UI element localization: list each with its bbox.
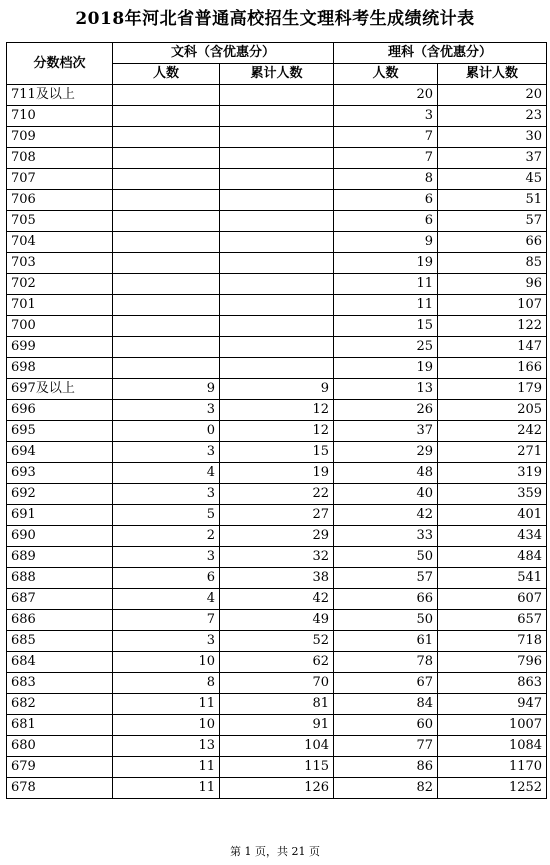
science-count-cell: 13 bbox=[334, 379, 438, 400]
table-row bbox=[7, 127, 547, 148]
score-band-cell: 711及以上 bbox=[7, 85, 113, 106]
score-band-cell: 683 bbox=[7, 673, 113, 694]
score-band-cell: 678 bbox=[7, 778, 113, 799]
table-row bbox=[7, 337, 547, 358]
score-band-cell: 694 bbox=[7, 442, 113, 463]
score-band-cell: 695 bbox=[7, 421, 113, 442]
science-count-cell: 26 bbox=[334, 400, 438, 421]
score-band-cell: 700 bbox=[7, 316, 113, 337]
science-count-cell: 25 bbox=[334, 337, 438, 358]
science-count-cell: 50 bbox=[334, 610, 438, 631]
science-cumulative-cell: 242 bbox=[438, 421, 547, 442]
science-cumulative-cell: 434 bbox=[438, 526, 547, 547]
table-row bbox=[7, 631, 547, 652]
arts-cumulative-cell bbox=[220, 190, 334, 211]
table-row bbox=[7, 694, 547, 715]
score-band-cell: 692 bbox=[7, 484, 113, 505]
science-count-cell: 86 bbox=[334, 757, 438, 778]
science-count-cell: 20 bbox=[334, 85, 438, 106]
science-cumulative-cell: 23 bbox=[438, 106, 547, 127]
score-band-cell: 703 bbox=[7, 253, 113, 274]
header-arts: 文科（含优惠分） bbox=[113, 43, 334, 64]
science-cumulative-cell: 1170 bbox=[438, 757, 547, 778]
science-count-cell: 82 bbox=[334, 778, 438, 799]
arts-count-cell: 2 bbox=[113, 526, 220, 547]
arts-count-cell: 5 bbox=[113, 505, 220, 526]
table-row bbox=[7, 757, 547, 778]
table-row bbox=[7, 400, 547, 421]
score-band-cell: 699 bbox=[7, 337, 113, 358]
score-band-cell: 689 bbox=[7, 547, 113, 568]
science-count-cell: 48 bbox=[334, 463, 438, 484]
table-row bbox=[7, 85, 547, 106]
arts-count-cell: 4 bbox=[113, 589, 220, 610]
arts-count-cell: 11 bbox=[113, 694, 220, 715]
science-count-cell: 67 bbox=[334, 673, 438, 694]
arts-cumulative-cell: 49 bbox=[220, 610, 334, 631]
arts-count-cell bbox=[113, 190, 220, 211]
table-row bbox=[7, 421, 547, 442]
science-cumulative-cell: 45 bbox=[438, 169, 547, 190]
table-row bbox=[7, 169, 547, 190]
science-cumulative-cell: 147 bbox=[438, 337, 547, 358]
science-count-cell: 42 bbox=[334, 505, 438, 526]
arts-cumulative-cell: 22 bbox=[220, 484, 334, 505]
science-cumulative-cell: 51 bbox=[438, 190, 547, 211]
score-band-cell: 688 bbox=[7, 568, 113, 589]
arts-cumulative-cell: 126 bbox=[220, 778, 334, 799]
arts-count-cell: 3 bbox=[113, 631, 220, 652]
table-row bbox=[7, 505, 547, 526]
score-band-cell: 687 bbox=[7, 589, 113, 610]
arts-count-cell bbox=[113, 169, 220, 190]
arts-cumulative-cell bbox=[220, 253, 334, 274]
score-band-cell: 690 bbox=[7, 526, 113, 547]
score-band-cell: 705 bbox=[7, 211, 113, 232]
science-cumulative-cell: 1252 bbox=[438, 778, 547, 799]
score-band-cell: 708 bbox=[7, 148, 113, 169]
arts-cumulative-cell: 91 bbox=[220, 715, 334, 736]
science-cumulative-cell: 947 bbox=[438, 694, 547, 715]
header-arts-cumulative: 累计人数 bbox=[220, 64, 334, 85]
arts-cumulative-cell: 12 bbox=[220, 421, 334, 442]
arts-count-cell bbox=[113, 211, 220, 232]
science-cumulative-cell: 607 bbox=[438, 589, 547, 610]
arts-cumulative-cell bbox=[220, 211, 334, 232]
science-cumulative-cell: 179 bbox=[438, 379, 547, 400]
table-row bbox=[7, 316, 547, 337]
arts-cumulative-cell bbox=[220, 148, 334, 169]
science-count-cell: 11 bbox=[334, 274, 438, 295]
table-row bbox=[7, 610, 547, 631]
arts-count-cell: 6 bbox=[113, 568, 220, 589]
science-cumulative-cell: 359 bbox=[438, 484, 547, 505]
arts-count-cell: 8 bbox=[113, 673, 220, 694]
arts-count-cell bbox=[113, 85, 220, 106]
score-band-cell: 679 bbox=[7, 757, 113, 778]
arts-count-cell bbox=[113, 295, 220, 316]
science-cumulative-cell: 57 bbox=[438, 211, 547, 232]
science-count-cell: 77 bbox=[334, 736, 438, 757]
table-row bbox=[7, 232, 547, 253]
score-band-cell: 706 bbox=[7, 190, 113, 211]
arts-cumulative-cell: 32 bbox=[220, 547, 334, 568]
arts-cumulative-cell bbox=[220, 316, 334, 337]
arts-count-cell: 10 bbox=[113, 652, 220, 673]
table-row bbox=[7, 190, 547, 211]
table-row bbox=[7, 379, 547, 400]
science-count-cell: 19 bbox=[334, 358, 438, 379]
arts-count-cell: 11 bbox=[113, 757, 220, 778]
arts-cumulative-cell bbox=[220, 358, 334, 379]
score-band-cell: 704 bbox=[7, 232, 113, 253]
science-count-cell: 60 bbox=[334, 715, 438, 736]
score-band-cell: 693 bbox=[7, 463, 113, 484]
science-count-cell: 37 bbox=[334, 421, 438, 442]
score-band-cell: 701 bbox=[7, 295, 113, 316]
arts-count-cell bbox=[113, 274, 220, 295]
table-row bbox=[7, 673, 547, 694]
header-science-count: 人数 bbox=[334, 64, 438, 85]
table-row bbox=[7, 463, 547, 484]
arts-count-cell bbox=[113, 148, 220, 169]
science-cumulative-cell: 401 bbox=[438, 505, 547, 526]
arts-count-cell: 7 bbox=[113, 610, 220, 631]
arts-cumulative-cell: 104 bbox=[220, 736, 334, 757]
table-row bbox=[7, 106, 547, 127]
score-band-cell: 707 bbox=[7, 169, 113, 190]
score-band-cell: 680 bbox=[7, 736, 113, 757]
science-cumulative-cell: 718 bbox=[438, 631, 547, 652]
arts-count-cell: 11 bbox=[113, 778, 220, 799]
science-count-cell: 11 bbox=[334, 295, 438, 316]
science-cumulative-cell: 30 bbox=[438, 127, 547, 148]
table-row bbox=[7, 274, 547, 295]
table-row bbox=[7, 778, 547, 799]
science-cumulative-cell: 541 bbox=[438, 568, 547, 589]
science-cumulative-cell: 66 bbox=[438, 232, 547, 253]
science-count-cell: 78 bbox=[334, 652, 438, 673]
science-count-cell: 40 bbox=[334, 484, 438, 505]
science-count-cell: 57 bbox=[334, 568, 438, 589]
science-count-cell: 9 bbox=[334, 232, 438, 253]
score-band-cell: 698 bbox=[7, 358, 113, 379]
arts-cumulative-cell: 115 bbox=[220, 757, 334, 778]
arts-cumulative-cell: 9 bbox=[220, 379, 334, 400]
science-cumulative-cell: 863 bbox=[438, 673, 547, 694]
arts-cumulative-cell bbox=[220, 169, 334, 190]
science-count-cell: 7 bbox=[334, 148, 438, 169]
table-row bbox=[7, 547, 547, 568]
table-row bbox=[7, 295, 547, 316]
table-row bbox=[7, 211, 547, 232]
arts-cumulative-cell bbox=[220, 127, 334, 148]
arts-cumulative-cell: 29 bbox=[220, 526, 334, 547]
page-title: 2018年河北省普通高校招生文理科考生成绩统计表 bbox=[75, 9, 475, 29]
science-count-cell: 6 bbox=[334, 211, 438, 232]
header-science: 理科（含优惠分） bbox=[334, 43, 547, 64]
science-cumulative-cell: 96 bbox=[438, 274, 547, 295]
arts-count-cell: 3 bbox=[113, 547, 220, 568]
score-band-cell: 709 bbox=[7, 127, 113, 148]
arts-count-cell bbox=[113, 337, 220, 358]
arts-cumulative-cell bbox=[220, 295, 334, 316]
arts-count-cell: 4 bbox=[113, 463, 220, 484]
arts-count-cell: 13 bbox=[113, 736, 220, 757]
science-count-cell: 7 bbox=[334, 127, 438, 148]
score-band-cell: 685 bbox=[7, 631, 113, 652]
science-count-cell: 84 bbox=[334, 694, 438, 715]
science-cumulative-cell: 657 bbox=[438, 610, 547, 631]
science-cumulative-cell: 37 bbox=[438, 148, 547, 169]
arts-cumulative-cell: 12 bbox=[220, 400, 334, 421]
table-row bbox=[7, 715, 547, 736]
score-band-cell: 682 bbox=[7, 694, 113, 715]
science-count-cell: 50 bbox=[334, 547, 438, 568]
header-arts-count: 人数 bbox=[113, 64, 220, 85]
science-cumulative-cell: 796 bbox=[438, 652, 547, 673]
science-cumulative-cell: 205 bbox=[438, 400, 547, 421]
science-count-cell: 15 bbox=[334, 316, 438, 337]
science-count-cell: 6 bbox=[334, 190, 438, 211]
table-row bbox=[7, 253, 547, 274]
table-row bbox=[7, 652, 547, 673]
table-row bbox=[7, 568, 547, 589]
table-row bbox=[7, 442, 547, 463]
science-cumulative-cell: 107 bbox=[438, 295, 547, 316]
arts-count-cell: 10 bbox=[113, 715, 220, 736]
arts-cumulative-cell: 15 bbox=[220, 442, 334, 463]
arts-cumulative-cell bbox=[220, 106, 334, 127]
arts-cumulative-cell: 70 bbox=[220, 673, 334, 694]
science-cumulative-cell: 319 bbox=[438, 463, 547, 484]
score-band-cell: 697及以上 bbox=[7, 379, 113, 400]
table-row bbox=[7, 526, 547, 547]
score-table-body bbox=[7, 85, 547, 799]
arts-cumulative-cell: 62 bbox=[220, 652, 334, 673]
science-count-cell: 8 bbox=[334, 169, 438, 190]
science-cumulative-cell: 85 bbox=[438, 253, 547, 274]
arts-count-cell bbox=[113, 316, 220, 337]
score-table bbox=[6, 42, 547, 799]
arts-count-cell: 0 bbox=[113, 421, 220, 442]
header-score-band: 分数档次 bbox=[7, 43, 113, 85]
science-count-cell: 66 bbox=[334, 589, 438, 610]
arts-cumulative-cell: 81 bbox=[220, 694, 334, 715]
arts-count-cell: 9 bbox=[113, 379, 220, 400]
science-cumulative-cell: 1007 bbox=[438, 715, 547, 736]
science-cumulative-cell: 1084 bbox=[438, 736, 547, 757]
table-row bbox=[7, 148, 547, 169]
arts-cumulative-cell bbox=[220, 232, 334, 253]
score-band-cell: 681 bbox=[7, 715, 113, 736]
science-count-cell: 61 bbox=[334, 631, 438, 652]
arts-count-cell bbox=[113, 232, 220, 253]
score-band-cell: 710 bbox=[7, 106, 113, 127]
arts-cumulative-cell: 38 bbox=[220, 568, 334, 589]
arts-cumulative-cell bbox=[220, 274, 334, 295]
arts-cumulative-cell: 42 bbox=[220, 589, 334, 610]
science-cumulative-cell: 122 bbox=[438, 316, 547, 337]
science-count-cell: 33 bbox=[334, 526, 438, 547]
science-cumulative-cell: 484 bbox=[438, 547, 547, 568]
science-count-cell: 3 bbox=[334, 106, 438, 127]
table-row bbox=[7, 736, 547, 757]
science-count-cell: 19 bbox=[334, 253, 438, 274]
table-row bbox=[7, 589, 547, 610]
arts-count-cell: 3 bbox=[113, 442, 220, 463]
science-cumulative-cell: 271 bbox=[438, 442, 547, 463]
score-band-cell: 684 bbox=[7, 652, 113, 673]
arts-count-cell bbox=[113, 358, 220, 379]
arts-cumulative-cell bbox=[220, 85, 334, 106]
science-cumulative-cell: 166 bbox=[438, 358, 547, 379]
score-band-cell: 702 bbox=[7, 274, 113, 295]
score-band-cell: 686 bbox=[7, 610, 113, 631]
arts-count-cell: 3 bbox=[113, 484, 220, 505]
page-footer: 第 1 页，共 21 页 bbox=[230, 845, 320, 858]
score-band-cell: 696 bbox=[7, 400, 113, 421]
science-count-cell: 29 bbox=[334, 442, 438, 463]
science-cumulative-cell: 20 bbox=[438, 85, 547, 106]
arts-count-cell: 3 bbox=[113, 400, 220, 421]
table-row bbox=[7, 358, 547, 379]
arts-cumulative-cell: 19 bbox=[220, 463, 334, 484]
score-band-cell: 691 bbox=[7, 505, 113, 526]
arts-count-cell bbox=[113, 127, 220, 148]
header-science-cumulative: 累计人数 bbox=[438, 64, 547, 85]
arts-count-cell bbox=[113, 106, 220, 127]
arts-cumulative-cell: 27 bbox=[220, 505, 334, 526]
table-row bbox=[7, 484, 547, 505]
arts-count-cell bbox=[113, 253, 220, 274]
arts-cumulative-cell bbox=[220, 337, 334, 358]
arts-cumulative-cell: 52 bbox=[220, 631, 334, 652]
